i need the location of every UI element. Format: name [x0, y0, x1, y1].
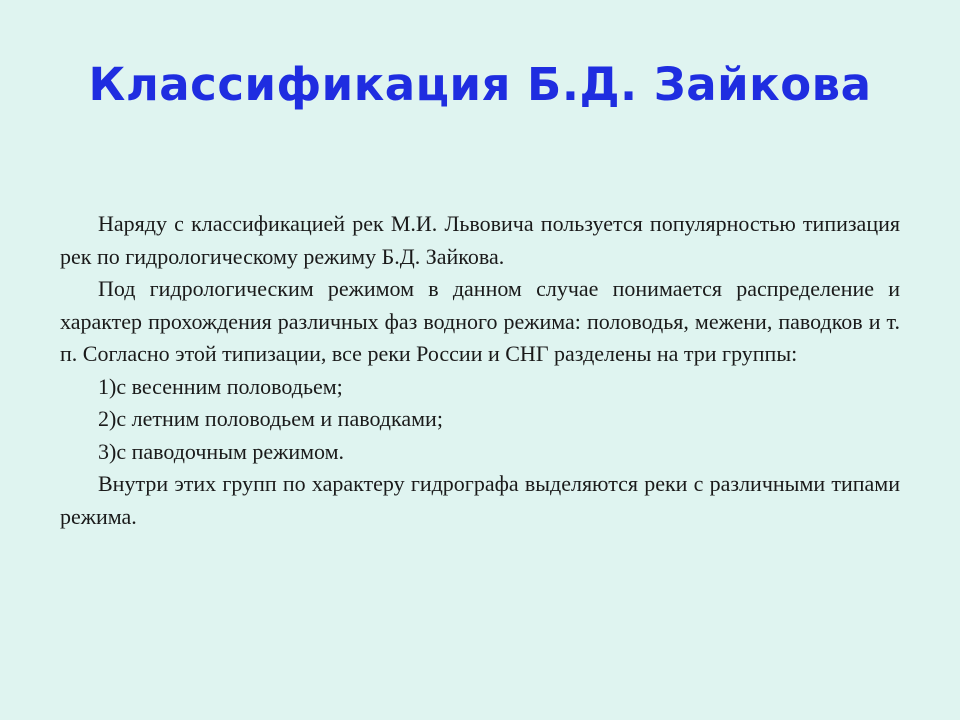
slide-title: Классификация Б.Д. Зайкова: [88, 58, 872, 111]
paragraph-intro: Наряду с классификацией рек М.И. Львовича пользуется популярностью типизация рек по гидрологическому режиму Б.Д. Зайкова.: [60, 211, 900, 269]
slide-body: [60, 208, 900, 533]
group-item-2: 2)с летним половодьем и паводками;: [98, 406, 443, 431]
paragraph-closing: Внутри этих групп по характеру гидрографа выделяются реки с различными типами режима.: [60, 471, 900, 529]
group-item-3: 3)с паводочным режимом.: [98, 438, 345, 464]
group-item-1: 1)с весенним половодьем;: [98, 373, 343, 399]
paragraph-definition: Под гидрологическим режимом в данном случае понимается распределение и характер прохождения различных фаз водного режима: половодья, межени, паводков и т. п. Согласно этой типизации, все реки России и СНГ разделены на три группы:: [60, 276, 900, 366]
